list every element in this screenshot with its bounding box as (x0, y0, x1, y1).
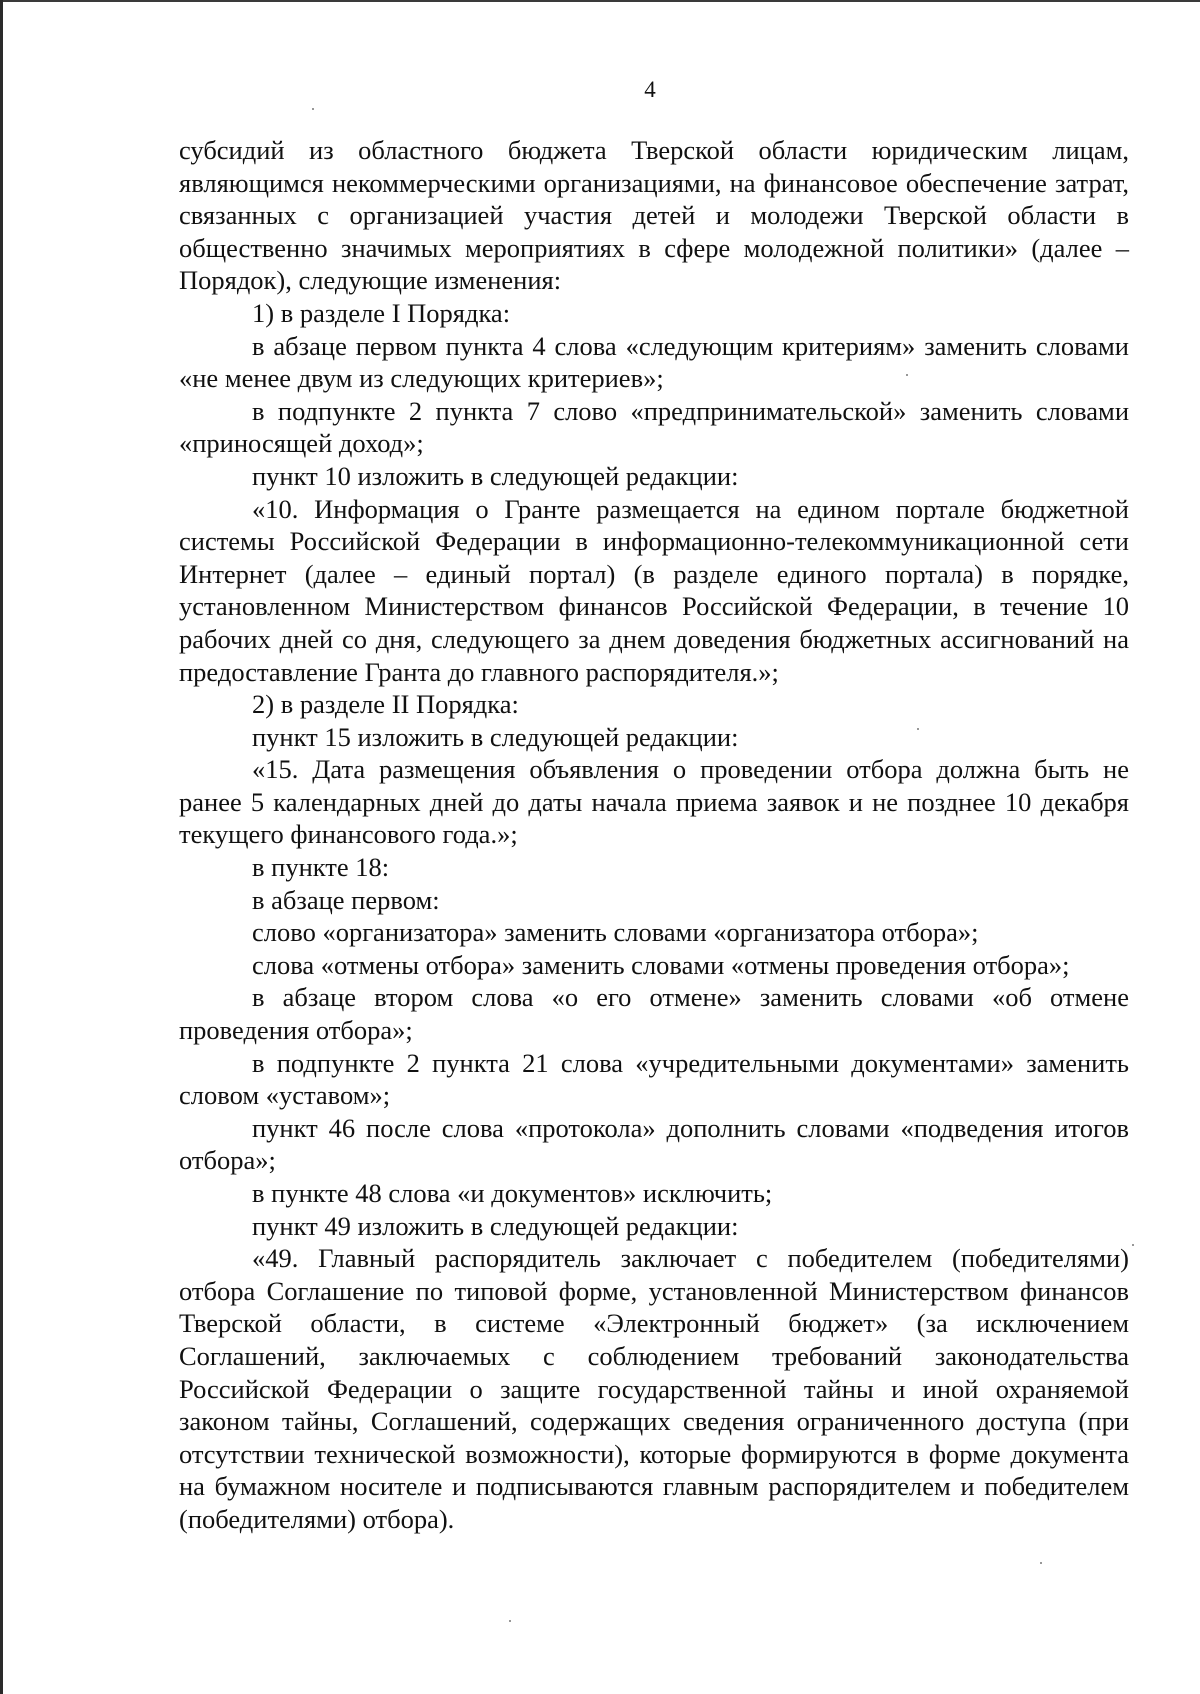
paragraph-item-21-change: в подпункте 2 пункта 21 слова «учредительными документами» заменить словом «уставом»; (179, 1047, 1129, 1111)
paragraph-item-10-text: «10. Информация о Гранте размещается на едином портале бюджетной системы Российской Федерации в информационно-телекоммуникационной сети Интернет (далее – единый портал) (в разделе единого портала) в порядке, установленном Министерством финансов Российской Федерации, в течение 10 рабочих дней со дня, следующего за днем доведения бюджетных ассигнований на предоставление Гранта до главного распорядителя.»; (179, 493, 1129, 687)
paragraph-first-subparagraph: в абзаце первом: (252, 884, 440, 915)
scan-edge-left (0, 0, 3, 1694)
paragraph-cancellation-change: слова «отмены отбора» заменить словами «отмены проведения отбора»; (252, 949, 1070, 980)
paragraph-item-49-text: «49. Главный распорядитель заключает с победителем (победителями) отбора Соглашение по типовой форме, установленной Министерством финансов Тверской области, в системе «Электронный бюджет» (за исключением Соглашений, заключаемых с соблюдением требований законодательства Российской Федерации о защите государственной тайны и иной охраняемой законом тайны, Соглашений, содержащих сведения ограниченного доступа (при отсутствии технической возможности), которые формируются в форме документа на бумажном носителе и подписываются главным распорядителем и победителем (победителями) отбора). (179, 1243, 1129, 1534)
paragraph-section-1-heading: 1) в разделе I Порядка: (252, 297, 511, 328)
paragraph-organizer-change: слово «организатора» заменить словами «организатора отбора»; (252, 917, 979, 948)
paragraph-item-49-heading: пункт 49 изложить в следующей редакции: (252, 1210, 739, 1241)
paragraph-item-15-heading: пункт 15 изложить в следующей редакции: (252, 721, 739, 752)
paragraph-item-15-text: «15. Дата размещения объявления о проведении отбора должна быть не ранее 5 календарных дней до даты начала приема заявок и не позднее 10 декабря текущего финансового года.»; (179, 754, 1129, 850)
paragraph-item-48-change: в пункте 48 слова «и документов» исключить; (252, 1178, 773, 1208)
scan-speck (509, 1620, 511, 1622)
scan-speck (906, 374, 908, 376)
paragraph-item-7-change: в подпункте 2 пункта 7 слово «предпринимательской» заменить словами «приносящей доход»; (179, 395, 1129, 459)
paragraph-item-18-heading: в пункте 18: (252, 852, 390, 883)
paragraph-item-4-change: в абзаце первом пункта 4 слова «следующим критериям» заменить словами «не менее двум из следующих критериев»; (179, 330, 1129, 394)
scan-edge-top (0, 0, 1200, 2)
page-number: 4 (644, 77, 656, 102)
scan-speck (1040, 1562, 1042, 1564)
paragraph-intro-continuation: субсидий из областного бюджета Тверской области юридическим лицам, являющимся некоммерческими организациями, на финансовое обеспечение затрат, связанных с организацией участия детей и молодежи Тверской области в общественно значимых мероприятиях в сфере молодежной политики» (далее – Порядок), следующие изменения: (179, 135, 1129, 296)
paragraph-section-2-heading: 2) в разделе II Порядка: (252, 689, 519, 720)
document-body (179, 134, 1129, 1536)
scan-speck (312, 108, 314, 110)
paragraph-item-10-heading: пункт 10 изложить в следующей редакции: (252, 460, 739, 491)
scan-speck (917, 728, 919, 730)
scan-speck (1132, 1244, 1134, 1246)
paragraph-second-subparagraph-change: в абзаце втором слова «о его отмене» заменить словами «об отмене проведения отбора»; (179, 982, 1129, 1046)
paragraph-item-46-change: пункт 46 после слова «протокола» дополнить словами «подведения итогов отбора»; (179, 1112, 1129, 1176)
